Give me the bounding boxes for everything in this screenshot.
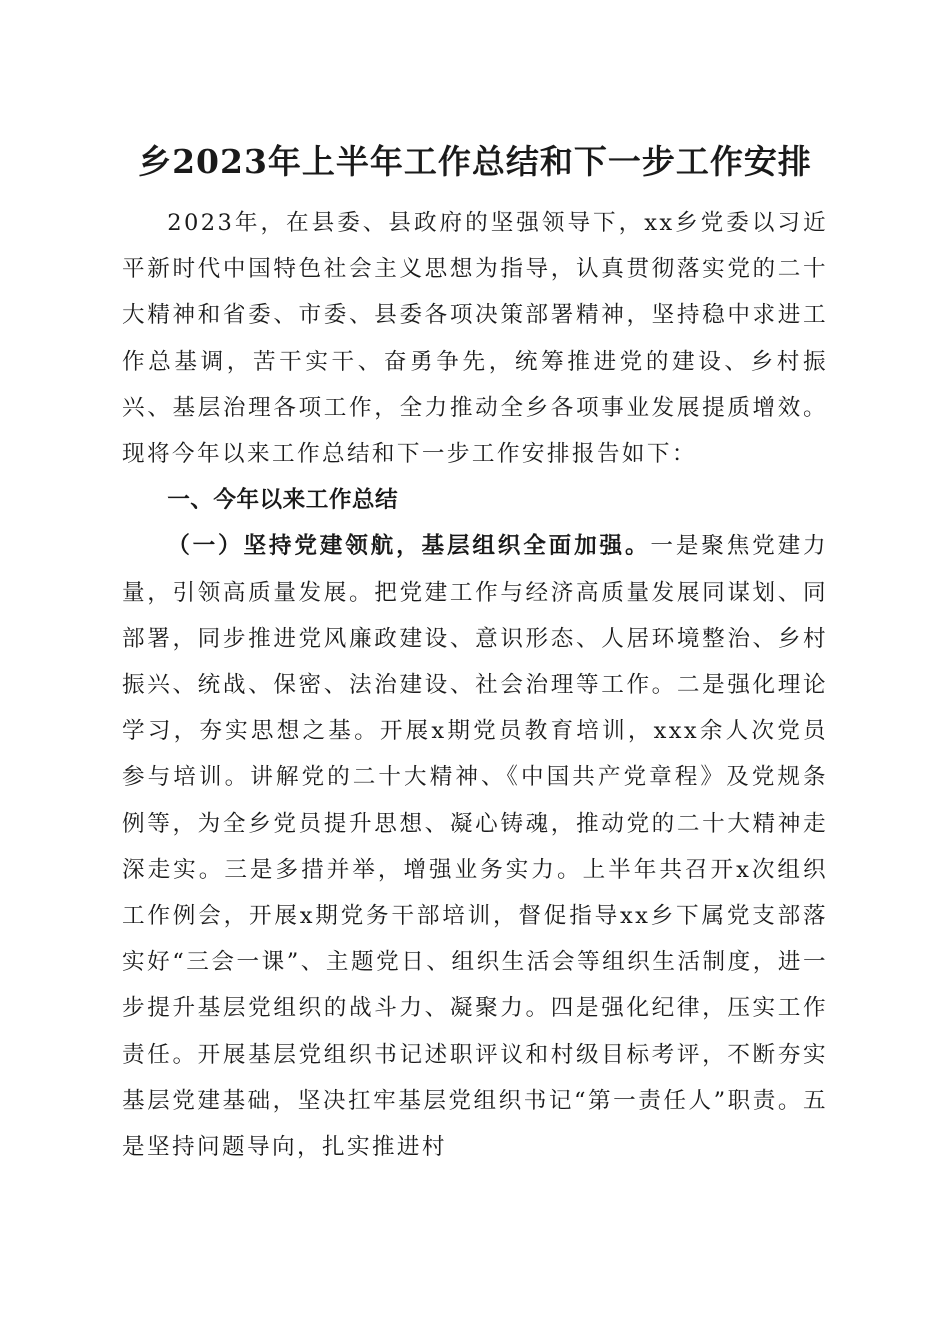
subsection-heading: （一）坚持党建领航，基层组织全面加强。 xyxy=(167,533,651,560)
subsection-paragraph xyxy=(122,523,828,1170)
intro-paragraph: 2023年，在县委、县政府的坚强领导下，xx乡党委以习近平新时代中国特色社会主义思想为指导，认真贯彻落实党的二十大精神和省委、市委、县委各项决策部署精神，坚持稳中求进工作总基调，苦干实干、奋勇争先，统筹推进党的建设、乡村振兴、基层治理各项工作，全力推动全乡各项事业发展提质增效。现将今年以来工作总结和下一步工作安排报告如下： xyxy=(122,210,828,468)
document-body xyxy=(122,200,828,1170)
section-heading: 一、今年以来工作总结 xyxy=(167,487,399,514)
document-title: 乡2023年上半年工作总结和下一步工作安排 xyxy=(138,142,812,181)
subsection-body: 一是聚焦党建力量，引领高质量发展。把党建工作与经济高质量发展同谋划、同部署，同步推进党风廉政建设、意识形态、人居环境整治、乡村振兴、统战、保密、法治建设、社会治理等工作。二是强化理论学习，夯实思想之基。开展x期党员教育培训，xxx余人次党员参与培训。讲解党的二十大精神、《中国共产党章程》及党规条例等，为全乡党员提升思想、凝心铸魂，推动党的二十大精神走深走实。三是多措并举，增强业务实力。上半年共召开x次组织工作例会，开展x期党务干部培训，督促指导xx乡下属党支部落实好“三会一课”、主题党日、组织生活会等组织生活制度，进一步提升基层党组织的战斗力、凝聚力。四是强化纪律，压实工作责任。开展基层党组织书记述职评议和村级目标考评，不断夯实基层党建基础，坚决扛牢基层党组织书记“第一责任人”职责。五是坚持问题导向，扎实推进村 xyxy=(122,533,828,1161)
